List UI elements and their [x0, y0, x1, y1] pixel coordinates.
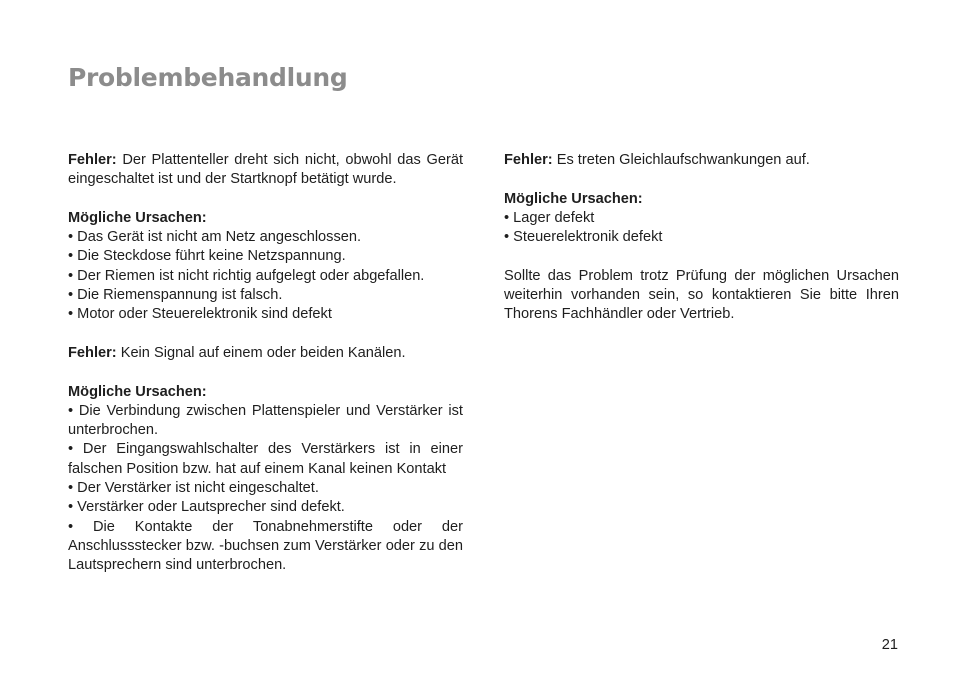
fault-3-paragraph	[504, 151, 899, 170]
fault-3-text: Es treten Gleichlaufschwankungen auf.	[552, 152, 810, 168]
list-item: • Motor oder Steuerelektronik sind defekt	[68, 306, 332, 323]
causes-3-list	[504, 209, 899, 248]
list-item: • Das Gerät ist nicht am Netz angeschlossen.	[68, 229, 362, 246]
fault-1-paragraph	[68, 151, 463, 190]
list-item: • Der Verstärker ist nicht eingeschaltet.	[68, 480, 319, 497]
fault-2-paragraph	[68, 344, 463, 363]
fault-3-label: Fehler:	[504, 152, 553, 168]
list-item: • Die Riemenspannung ist falsch.	[68, 287, 283, 304]
list-item: • Lager defekt	[504, 209, 595, 226]
fault-1-label: Fehler:	[68, 152, 117, 168]
page-number: 21	[881, 637, 898, 653]
page-title: Problembehandlung	[68, 63, 348, 92]
fault-2-label: Fehler:	[68, 344, 117, 361]
list-item: • Der Riemen ist nicht richtig aufgelegt oder abgefallen.	[68, 267, 425, 284]
list-item: • Die Kontakte der Tonabnehmerstifte oder der Anschlussstecker bzw. -buchsen zum Verstärker oder zu den Lautsprechern sind unterbrochen.	[68, 518, 463, 574]
list-item: • Steuerelektronik defekt	[504, 229, 663, 246]
causes-2-heading: Mögliche Ursachen:	[68, 383, 207, 400]
list-item: • Verstärker oder Lautsprecher sind defekt.	[68, 499, 345, 516]
causes-1-list	[68, 228, 463, 324]
causes-2-list	[68, 402, 463, 576]
list-item: • Der Eingangswahlschalter des Verstärkers ist in einer falschen Position bzw. hat auf einem Kanal keinen Kontakt	[68, 441, 463, 477]
fault-2-text: Kein Signal auf einem oder beiden Kanälen.	[116, 344, 406, 361]
fault-1-text: Der Plattenteller dreht sich nicht, obwohl das Gerät eingeschaltet ist und der Startknopf betätigt wurde.	[68, 152, 463, 188]
causes-3-heading: Mögliche Ursachen:	[504, 190, 643, 207]
causes-1-heading: Mögliche Ursachen:	[68, 209, 207, 226]
list-item: • Die Steckdose führt keine Netzspannung.	[68, 248, 346, 265]
closing-paragraph: Sollte das Problem trotz Prüfung der möglichen Ursachen weiterhin vorhanden sein, so kontaktieren Sie bitte Ihren Thorens Fachhändler oder Vertrieb.	[504, 267, 899, 323]
left-column	[68, 151, 463, 576]
right-column	[504, 151, 899, 325]
list-item: • Die Verbindung zwischen Plattenspieler und Verstärker ist unterbrochen.	[68, 402, 463, 439]
